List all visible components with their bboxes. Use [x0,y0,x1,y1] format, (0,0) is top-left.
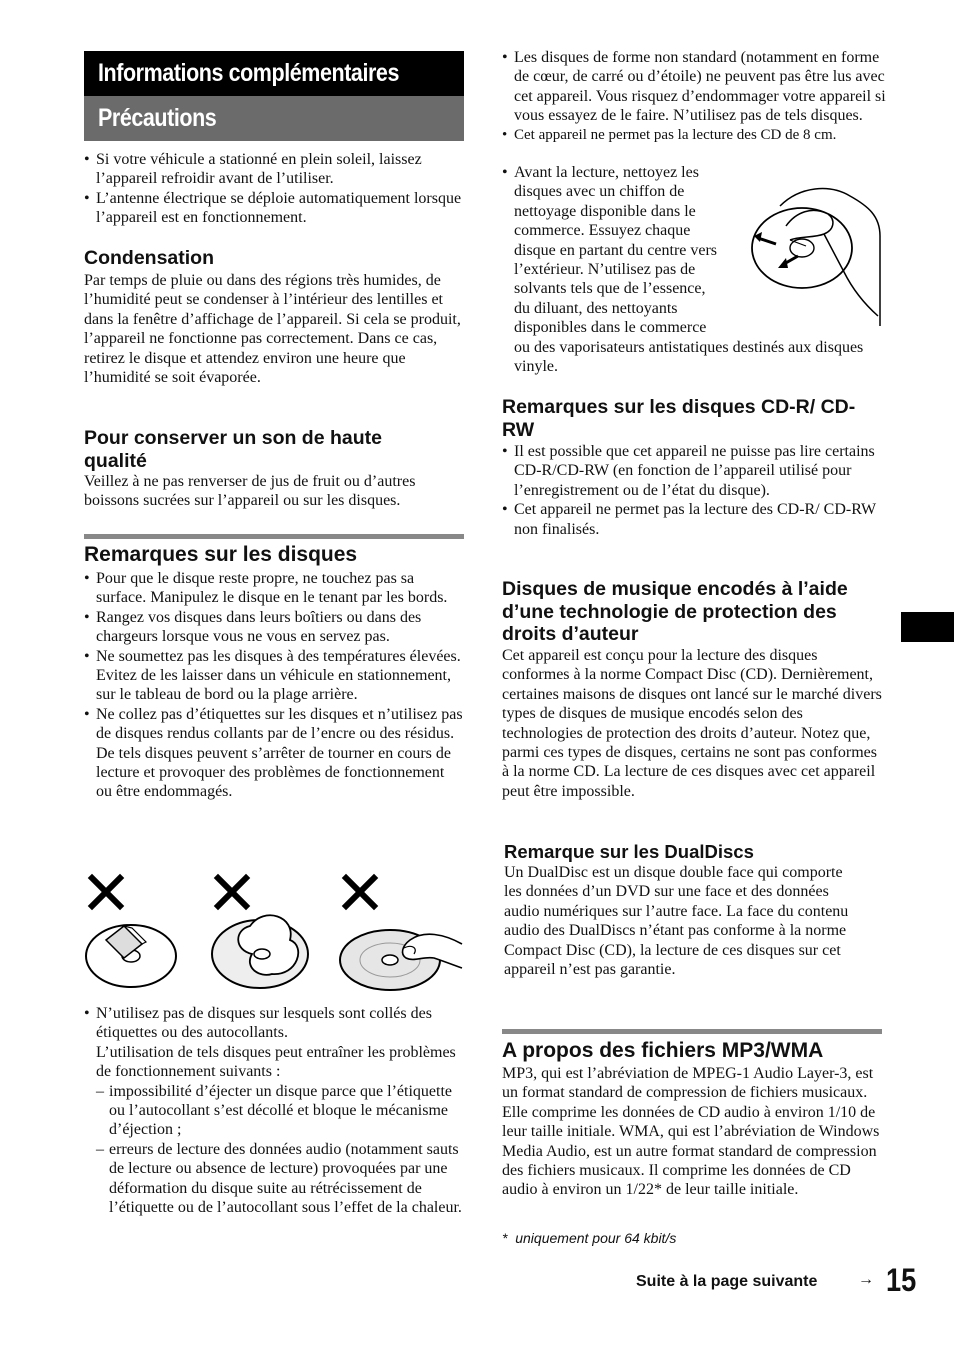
arrow-right-icon: → [858,1271,874,1288]
label-warning-cont: L’utilisation de tels disques peut entraîner les problèmes de fonctionnement suivants : [96,1043,456,1081]
disc-notes-heading: Remarques sur les disques [84,543,358,566]
footnote [502,1230,676,1246]
disc-warning-illustrations [84,868,464,998]
footnote-text: uniquement pour 64 kbit/s [515,1230,677,1246]
continued-label: Suite à la page suivante [636,1273,818,1290]
dualdisc-text: Un DualDisc est un disque double face qui comporte les données d’un DVD sur une face et des données audio numériques sur l’autre face. La face du contenu audio des DualDiscs n’étant pas conforme à la norme Compact Disc (CD), la lecture de ces disques sur cet appareil n’est pas garantie. [504,864,849,979]
disc-illustration-svg [84,868,464,998]
disc-with-label-icon [86,925,176,987]
cleaning-line: • Avant la lecture, nettoyez les [514,164,699,181]
cleaning-line: disque en partant du centre vers [514,241,718,259]
disc-cleaning-svg [750,176,882,328]
prohibited-cross-icon [218,878,246,906]
sound-quality-text: Veillez à ne pas renverser de jus de fruit ou d’autres boissons sucrées sur l’appareil ou sur les disques. [84,473,416,510]
cleaning-line: solvants tels que de l’essence, [514,280,706,298]
intro-bullets [84,150,464,228]
side-tab [901,612,954,642]
cleaning-line: nettoyage disponible dans le [514,202,696,220]
cleaning-line: du diluant, des nettoyants [514,299,678,317]
section-divider [84,534,464,539]
section-title-banner [84,51,464,96]
dualdisc-heading: Remarque sur les DualDiscs [504,841,754,862]
page-title-banner [84,96,464,141]
label-warning-intro: N’utilisez pas de disques sur lesquels sont collés des étiquettes ou des autocollants. [96,1005,432,1042]
cleaning-line: disponibles dans le commerce [514,319,707,337]
prohibited-cross-icon [92,878,120,906]
cleaning-tail: ou des vaporisateurs antistatiques destinés aux disques vinyle. [514,338,864,376]
cleaning-line: commerce. Essuyez chaque [514,222,691,240]
page-title: Précautions [98,104,217,132]
mp3-text: MP3, qui est l’abréviation de MPEG-1 Audio Layer-3, est un format standard de compression de fichiers musicaux. Elle comprime les données de CD audio à environ 1/10 de leur taille initiale. WMA, qui est l’abréviation de Windows Media Audio, est un autre format standard de compression des fichiers musicaux. Il comprime les données de CD audio à environ un 1/22* de leur taille initiale. [502,1065,880,1199]
page-footer [636,1262,926,1308]
condensation-text: Par temps de pluie ou dans des régions très humides, de l’humidité peut se condenser à l’intérieur des lentilles et dans la fenêtre d’affichage de l’appareil. Si cela se produit, l’appareil ne fonctionne pas correctement. Dans ce cas, retirez le disque et attendez environ une heure que l’humidité se soit évaporée. [84,272,461,387]
cleaning-line: disques avec un chiffon de [514,183,685,201]
cleaning-line: l’extérieur. N’utilisez pas de [514,261,696,279]
list-item [84,1004,464,1217]
dash-item: – impossibilité d’éjecter un disque parce que l’étiquette ou l’autocollant s’est décollé et bloque le mécanisme d’éjection ; [96,1082,464,1140]
list-item: • Cet appareil ne permet pas la lecture des CD-R/ CD-RW non finalisés. [502,500,886,539]
disc-cleaning-illustration [750,176,882,328]
prohibited-cross-icon [346,878,374,906]
label-warning-bullet [84,1004,464,1217]
condensation-heading: Condensation [84,247,214,269]
list-item: • Si votre véhicule a stationné en plein soleil, laissez l’appareil refroidir avant de l’utiliser. [84,150,464,189]
copy-protection-heading: Disques de musique encodés à l’aide d’une technologie de protection des droits d’auteur [502,578,848,645]
nonstandard-disc-icon [212,915,308,988]
touching-disc-icon [340,930,462,990]
page-number: 15 [886,1262,917,1298]
copy-protection-text: Cet appareil est conçu pour la lecture des disques conformes à la norme Compact Disc (CD). Dernièrement, certaines maisons de disques ont lancé sur le marché divers types de disques de musique encodés selon des technologies de protection des droits d’auteur. Notez que, parmi ces types de disques, certains ne sont pas conformes à la norme CD. La lecture de ces disques avec cet appareil peut être impossible. [502,647,882,800]
section-divider [502,1029,882,1034]
label-warning-dashes [96,1082,464,1218]
list-item: • Pour que le disque reste propre, ne touchez pas sa surface. Manipulez le disque en le tenant par les bords. [84,569,464,608]
right-bullets [502,48,886,145]
section-title: Informations complémentaires [98,59,399,87]
list-item: • Rangez vos disques dans leurs boîtiers ou dans des chargeurs lorsque vous ne vous en servez pas. [84,608,464,647]
sound-quality-heading: Pour conserver un son de haute qualité [84,427,382,472]
disc-cleaning-icon [752,189,880,326]
list-item: • Ne soumettez pas les disques à des températures élevées. Evitez de les laisser dans un véhicule en stationnement, sur le tableau de bord ou la plage arrière. [84,647,464,705]
cdr-bullets [502,442,886,539]
disc-notes-bullets [84,569,464,802]
dash-item: – erreurs de lecture des données audio (notamment sauts de lecture ou absence de lecture) provoquées par une déformation du disque suite au rétrécissement de l’étiquette ou de l’autocollant sous l’effet de la chaleur. [96,1140,464,1218]
cdr-heading: Remarques sur les disques CD-R/ CD-RW [502,396,856,441]
list-item: • Cet appareil ne permet pas la lecture des CD de 8 cm. [502,126,886,145]
list-item: • Ne collez pas d’étiquettes sur les disques et n’utilisez pas de disques rendus collants par de l’encre ou des résidus. De tels disques peuvent s’arrêter de tourner en cours de lecture et provoquer des problèmes de fonctionnement ou être endommagés. [84,705,464,802]
mp3-heading: A propos des fichiers MP3/WMA [502,1039,824,1062]
list-item: • L’antenne électrique se déploie automatiquement lorsque l’appareil est en fonctionnement. [84,189,464,228]
list-item: • Les disques de forme non standard (notamment en forme de cœur, de carré ou d’étoile) ne peuvent pas être lus avec cet appareil. Vous risquez d’endommager votre appareil si vous essayez de le faire. N’utilisez pas de tels disques. [502,48,886,126]
footnote-mark: * [502,1230,508,1246]
list-item: • Il est possible que cet appareil ne puisse pas lire certains CD-R/CD-RW (en fonction de l’appareil utilisé pour l’enregistrement ou de l’état du disque). [502,442,886,500]
